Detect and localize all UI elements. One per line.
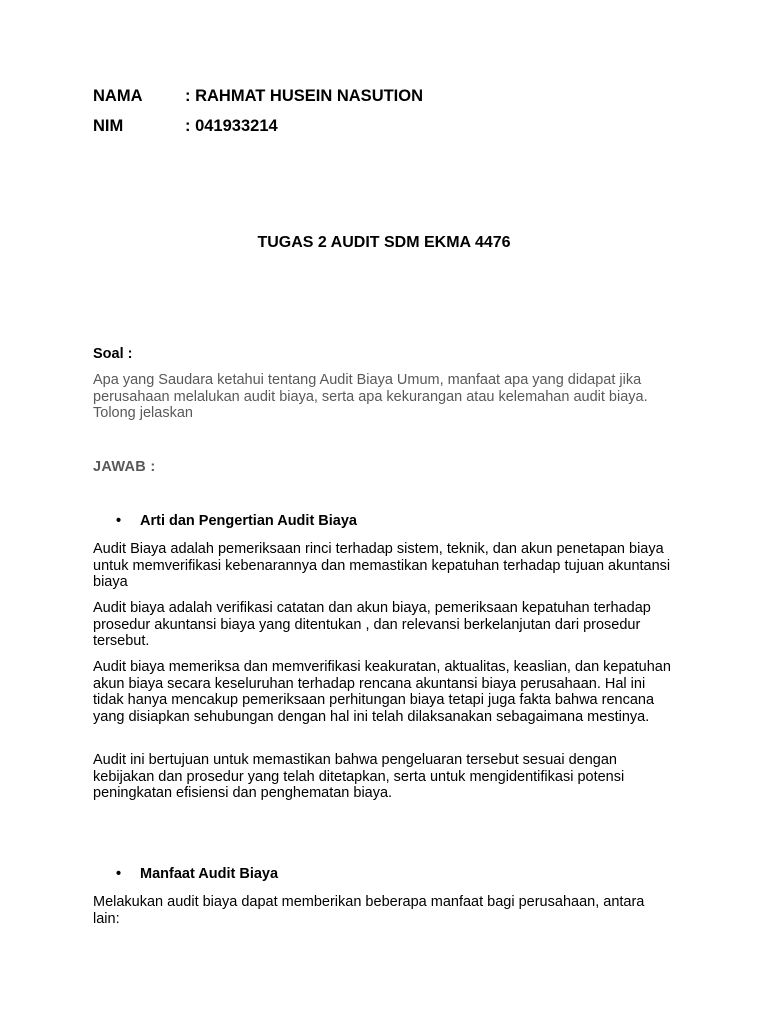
paragraph: Audit biaya memeriksa dan memverifikasi keakuratan, aktualitas, keaslian, dan kepatuhan akun biaya secara keseluruhan terhadap rencana akuntansi biaya perusahaan. Hal ini tidak hanya mencakup pemeriksaan perhitungan biaya tetapi juga fakta bahwa rencana yang disiapkan sehubungan dengan hal ini telah dilaksanakan sebagaimana mestinya. (93, 659, 671, 725)
question-label: Soal : (93, 346, 133, 362)
nim-row (93, 117, 278, 136)
nim-label: NIM (93, 117, 124, 135)
name-row (93, 87, 423, 106)
name-label: NAMA (93, 87, 143, 105)
section-heading-benefits (116, 866, 278, 882)
paragraph: Audit Biaya adalah pemeriksaan rinci terhadap sistem, teknik, dan akun penetapan biaya untuk memverifikasi kebenarannya dan memastikan kepatuhan terhadap tujuan akuntansi biaya (93, 541, 671, 590)
document-title: TUGAS 2 AUDIT SDM EKMA 4476 (257, 234, 511, 251)
bullet-icon: • (116, 513, 122, 529)
section-heading-text: Manfaat Audit Biaya (140, 866, 279, 882)
paragraph: Melakukan audit biaya dapat memberikan beberapa manfaat bagi perusahaan, antara lain: (93, 894, 645, 927)
answer-label: JAWAB : (93, 459, 156, 475)
section-heading-text: Arti dan Pengertian Audit Biaya (140, 513, 357, 529)
bullet-icon: • (116, 866, 122, 882)
paragraph: Audit ini bertujuan untuk memastikan bahwa pengeluaran tersebut sesuai dengan kebijakan dan prosedur yang telah ditetapkan, serta untuk mengidentifikasi potensi peningkatan efisiensi dan penghematan biaya. (93, 752, 625, 801)
question-text: Apa yang Saudara ketahui tentang Audit Biaya Umum, manfaat apa yang didapat jika perusahaan melalukan audit biaya, serta apa kekurangan atau kelemahan audit biaya. Tolong jelaskan (93, 372, 648, 421)
section-heading-definition (116, 513, 357, 529)
nim-value: : 041933214 (185, 117, 278, 135)
name-value: : RAHMAT HUSEIN NASUTION (185, 87, 424, 105)
paragraph: Audit biaya adalah verifikasi catatan dan akun biaya, pemeriksaan kepatuhan terhadap prosedur akuntansi biaya yang ditentukan , dan relevansi berkelanjutan dari prosedur tersebut. (93, 600, 651, 649)
